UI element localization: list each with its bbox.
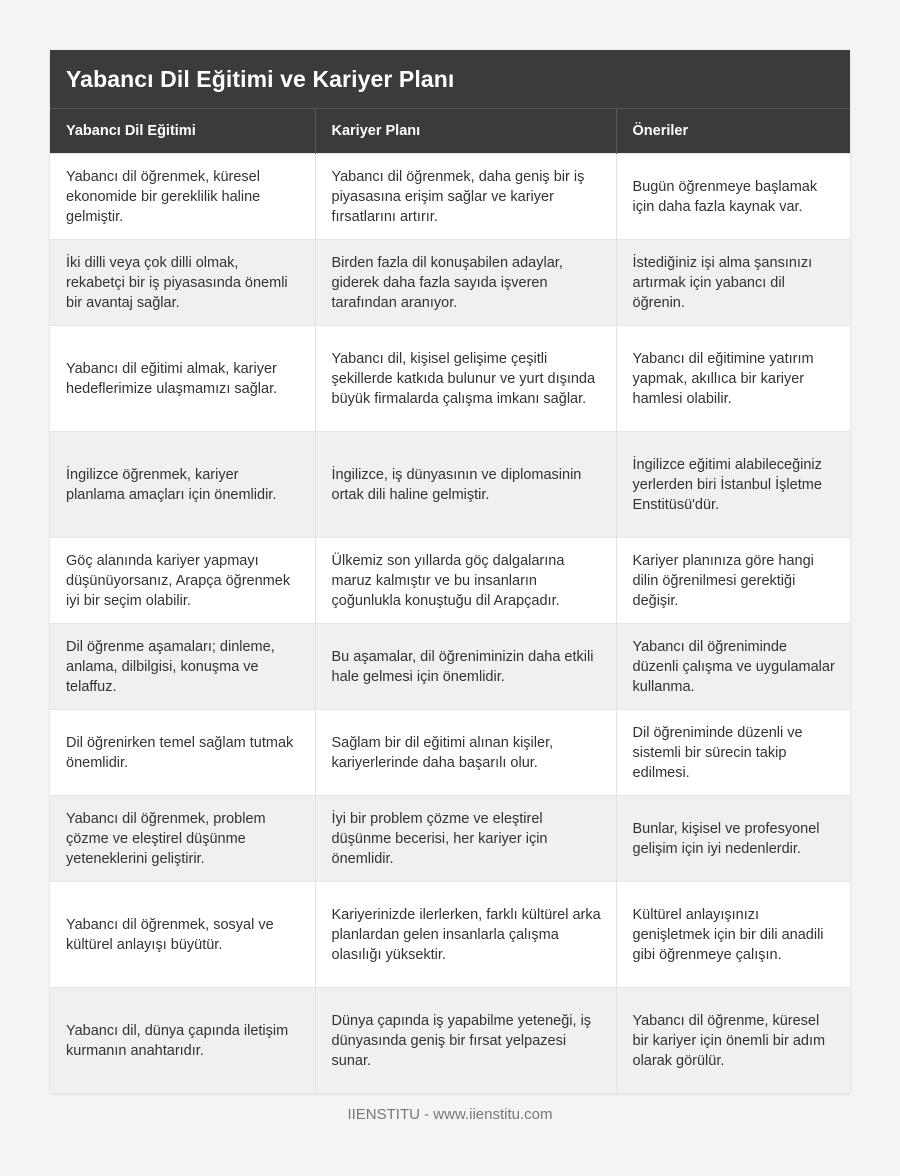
table-row xyxy=(50,538,850,624)
column-header-suggestions: Öneriler xyxy=(616,109,850,154)
title-bar xyxy=(50,50,850,109)
table-header-row xyxy=(50,109,850,154)
table-cell: Yabancı dil eğitimine yatırım yapmak, akıllıca bir kariyer hamlesi olabilir. xyxy=(616,326,850,432)
table-cell: Yabancı dil öğrenmek, küresel ekonomide bir gereklilik haline gelmiştir. xyxy=(50,154,315,240)
table-cell: Birden fazla dil konuşabilen adaylar, giderek daha fazla sayıda işveren tarafından aranıyor. xyxy=(315,240,616,326)
table-cell: Yabancı dil, dünya çapında iletişim kurmanın anahtarıdır. xyxy=(50,988,315,1094)
table-row xyxy=(50,796,850,882)
table-cell: İki dilli veya çok dilli olmak, rekabetçi bir iş piyasasında önemli bir avantaj sağlar. xyxy=(50,240,315,326)
table-cell: İstediğiniz işi alma şansınızı artırmak için yabancı dil öğrenin. xyxy=(616,240,850,326)
table-cell: Yabancı dil öğrenme, küresel bir kariyer için önemli bir adım olarak görülür. xyxy=(616,988,850,1094)
table-row xyxy=(50,240,850,326)
table-cell: Kariyerinizde ilerlerken, farklı kültürel arka planlardan gelen insanlarla çalışma olasılığı yüksektir. xyxy=(315,882,616,988)
table-row xyxy=(50,882,850,988)
column-header-career-plan: Kariyer Planı xyxy=(315,109,616,154)
table-cell: Yabancı dil öğrenmek, sosyal ve kültürel anlayışı büyütür. xyxy=(50,882,315,988)
comparison-card xyxy=(50,50,850,1093)
page-title: Yabancı Dil Eğitimi ve Kariyer Planı xyxy=(66,65,455,92)
table-cell: Bunlar, kişisel ve profesyonel gelişim için iyi nedenlerdir. xyxy=(616,796,850,882)
table-cell: Kariyer planınıza göre hangi dilin öğrenilmesi gerektiği değişir. xyxy=(616,538,850,624)
table-cell: Dil öğrenirken temel sağlam tutmak önemlidir. xyxy=(50,710,315,796)
comparison-table xyxy=(50,109,850,1093)
table-row xyxy=(50,154,850,240)
table-cell: Sağlam bir dil eğitimi alınan kişiler, kariyerlerinde daha başarılı olur. xyxy=(315,710,616,796)
table-cell: Yabancı dil, kişisel gelişime çeşitli şekillerde katkıda bulunur ve yurt dışında büyük firmalarda çalışma imkanı sağlar. xyxy=(315,326,616,432)
table-cell: Yabancı dil öğrenmek, problem çözme ve eleştirel düşünme yeteneklerini geliştirir. xyxy=(50,796,315,882)
table-cell: Ülkemiz son yıllarda göç dalgalarına maruz kalmıştır ve bu insanların çoğunlukla konuştuğu dil Arapçadır. xyxy=(315,538,616,624)
footer-credit: IIENSTITU - www.iienstitu.com xyxy=(347,1106,553,1123)
table-cell: İyi bir problem çözme ve eleştirel düşünme becerisi, her kariyer için önemlidir. xyxy=(315,796,616,882)
table-cell: Yabancı dil öğrenmek, daha geniş bir iş piyasasına erişim sağlar ve kariyer fırsatlarını artırır. xyxy=(315,154,616,240)
table-cell: İngilizce, iş dünyasının ve diplomasinin ortak dili haline gelmiştir. xyxy=(315,432,616,538)
table-cell: Bu aşamalar, dil öğreniminizin daha etkili hale gelmesi için önemlidir. xyxy=(315,624,616,710)
table-row xyxy=(50,624,850,710)
table-row xyxy=(50,710,850,796)
table-cell: Yabancı dil eğitimi almak, kariyer hedeflerimize ulaşmamızı sağlar. xyxy=(50,326,315,432)
table-cell: Bugün öğrenmeye başlamak için daha fazla kaynak var. xyxy=(616,154,850,240)
table-cell: Kültürel anlayışınızı genişletmek için bir dili anadili gibi öğrenmeye çalışın. xyxy=(616,882,850,988)
table-cell: Yabancı dil öğreniminde düzenli çalışma ve uygulamalar kullanma. xyxy=(616,624,850,710)
table-cell: Dil öğrenme aşamaları; dinleme, anlama, dilbilgisi, konuşma ve telaffuz. xyxy=(50,624,315,710)
table-cell: Dil öğreniminde düzenli ve sistemli bir sürecin takip edilmesi. xyxy=(616,710,850,796)
table-cell: İngilizce öğrenmek, kariyer planlama amaçları için önemlidir. xyxy=(50,432,315,538)
table-cell: İngilizce eğitimi alabileceğiniz yerlerden biri İstanbul İşletme Enstitüsü'dür. xyxy=(616,432,850,538)
column-header-language-education: Yabancı Dil Eğitimi xyxy=(50,109,315,154)
table-row xyxy=(50,326,850,432)
table-row xyxy=(50,432,850,538)
table-cell: Dünya çapında iş yapabilme yeteneği, iş dünyasında geniş bir fırsat yelpazesi sunar. xyxy=(315,988,616,1094)
table-cell: Göç alanında kariyer yapmayı düşünüyorsanız, Arapça öğrenmek iyi bir seçim olabilir. xyxy=(50,538,315,624)
table-row xyxy=(50,988,850,1094)
